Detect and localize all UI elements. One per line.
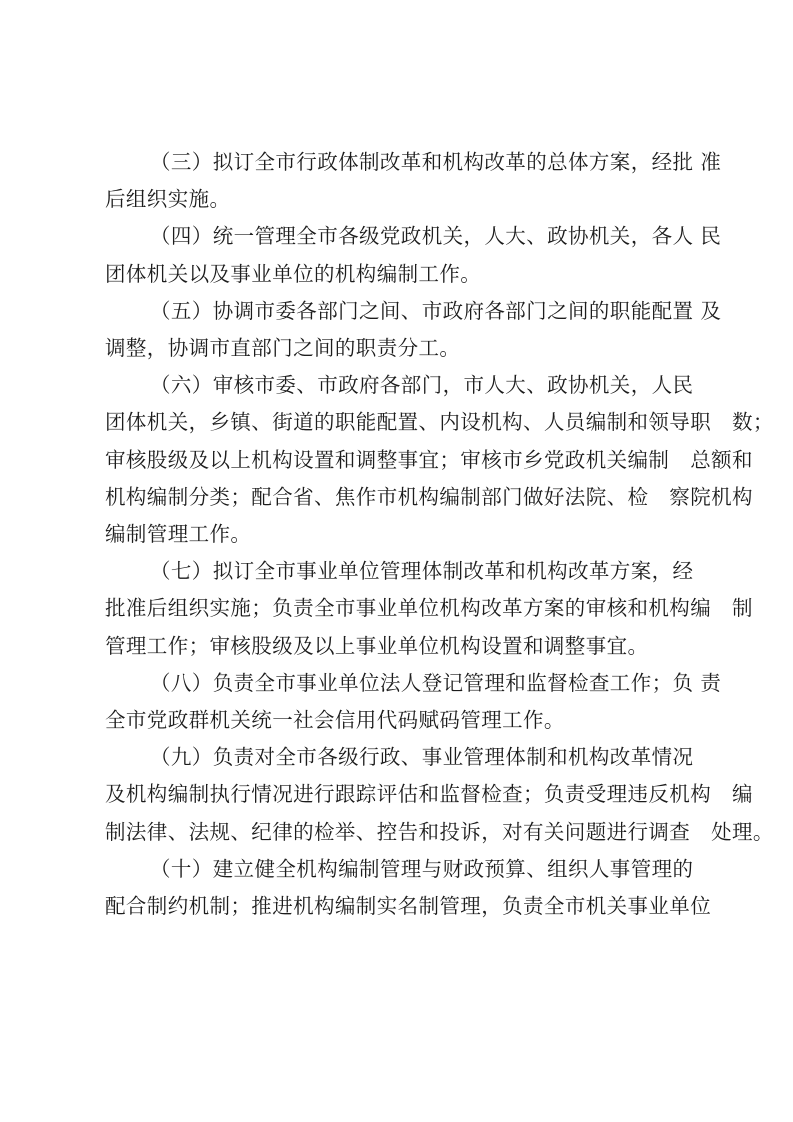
paragraph-9 bbox=[105, 739, 774, 851]
paragraph-10 bbox=[105, 851, 712, 925]
text-line: （七）拟订全市事业单位管理体制改革和机构改革方案，经 bbox=[150, 559, 694, 584]
text-line: （五）协调市委各部门之间、市政府各部门之间的职能配置 及 bbox=[150, 298, 722, 323]
text-line: 批准后组织实施；负责全市事业单位机构改革方案的审核和机构编 制 bbox=[105, 596, 753, 621]
text-line: （六）审核市委、市政府各部门，市人大、政协机关，人民 bbox=[150, 373, 694, 398]
text-line: 及机构编制执行情况进行跟踪评估和监督检查；负责受理违反机构 编 bbox=[105, 782, 753, 807]
text-line: 制法律、法规、纪律的检举、控告和投诉，对有关问题进行调查 处理。 bbox=[105, 819, 774, 844]
text-line: （三）拟订全市行政体制改革和机构改革的总体方案，经批 准 bbox=[150, 150, 722, 174]
text-line: 编制管理工作。 bbox=[105, 522, 252, 547]
text-line: 团体机关，乡镇、街道的职能配置、内设机构、人员编制和领导职 数； bbox=[105, 410, 774, 435]
text-line: 调整，协调市直部门之间的职责分工。 bbox=[105, 336, 461, 361]
text-line: 管理工作；审核股级及以上事业单位机构设置和调整事宜。 bbox=[105, 633, 649, 658]
text-line: 配合制约机制；推进机构编制实名制管理，负责全市机关事业单位 bbox=[105, 894, 712, 919]
paragraph-7 bbox=[105, 553, 753, 665]
text-line: 后组织实施。 bbox=[105, 187, 231, 212]
paragraph-5 bbox=[105, 293, 722, 367]
document-body bbox=[105, 144, 774, 925]
text-line: （八）负责全市事业单位法人登记管理和监督检查工作；负 责 bbox=[150, 670, 722, 695]
text-line: 全市党政群机关统一社会信用代码赋码管理工作。 bbox=[105, 708, 565, 733]
text-line: （四）统一管理全市各级党政机关，人大、政协机关，各人 民 bbox=[150, 224, 722, 249]
text-line: 审核股级及以上机构设置和调整事宜；审核市乡党政机关编制 总额和 bbox=[105, 447, 753, 472]
paragraph-3 bbox=[105, 144, 722, 218]
text-line: 团体机关以及事业单位的机构编制工作。 bbox=[105, 261, 482, 286]
paragraph-4 bbox=[105, 218, 722, 292]
text-line: （九）负责对全市各级行政、事业管理体制和机构改革情况 bbox=[150, 745, 694, 770]
paragraph-6 bbox=[105, 367, 774, 553]
text-line: （十）建立健全机构编制管理与财政预算、组织人事管理的 bbox=[150, 856, 694, 881]
paragraph-8 bbox=[105, 665, 722, 739]
text-line: 机构编制分类；配合省、焦作市机构编制部门做好法院、检 察院机构 bbox=[105, 484, 753, 509]
